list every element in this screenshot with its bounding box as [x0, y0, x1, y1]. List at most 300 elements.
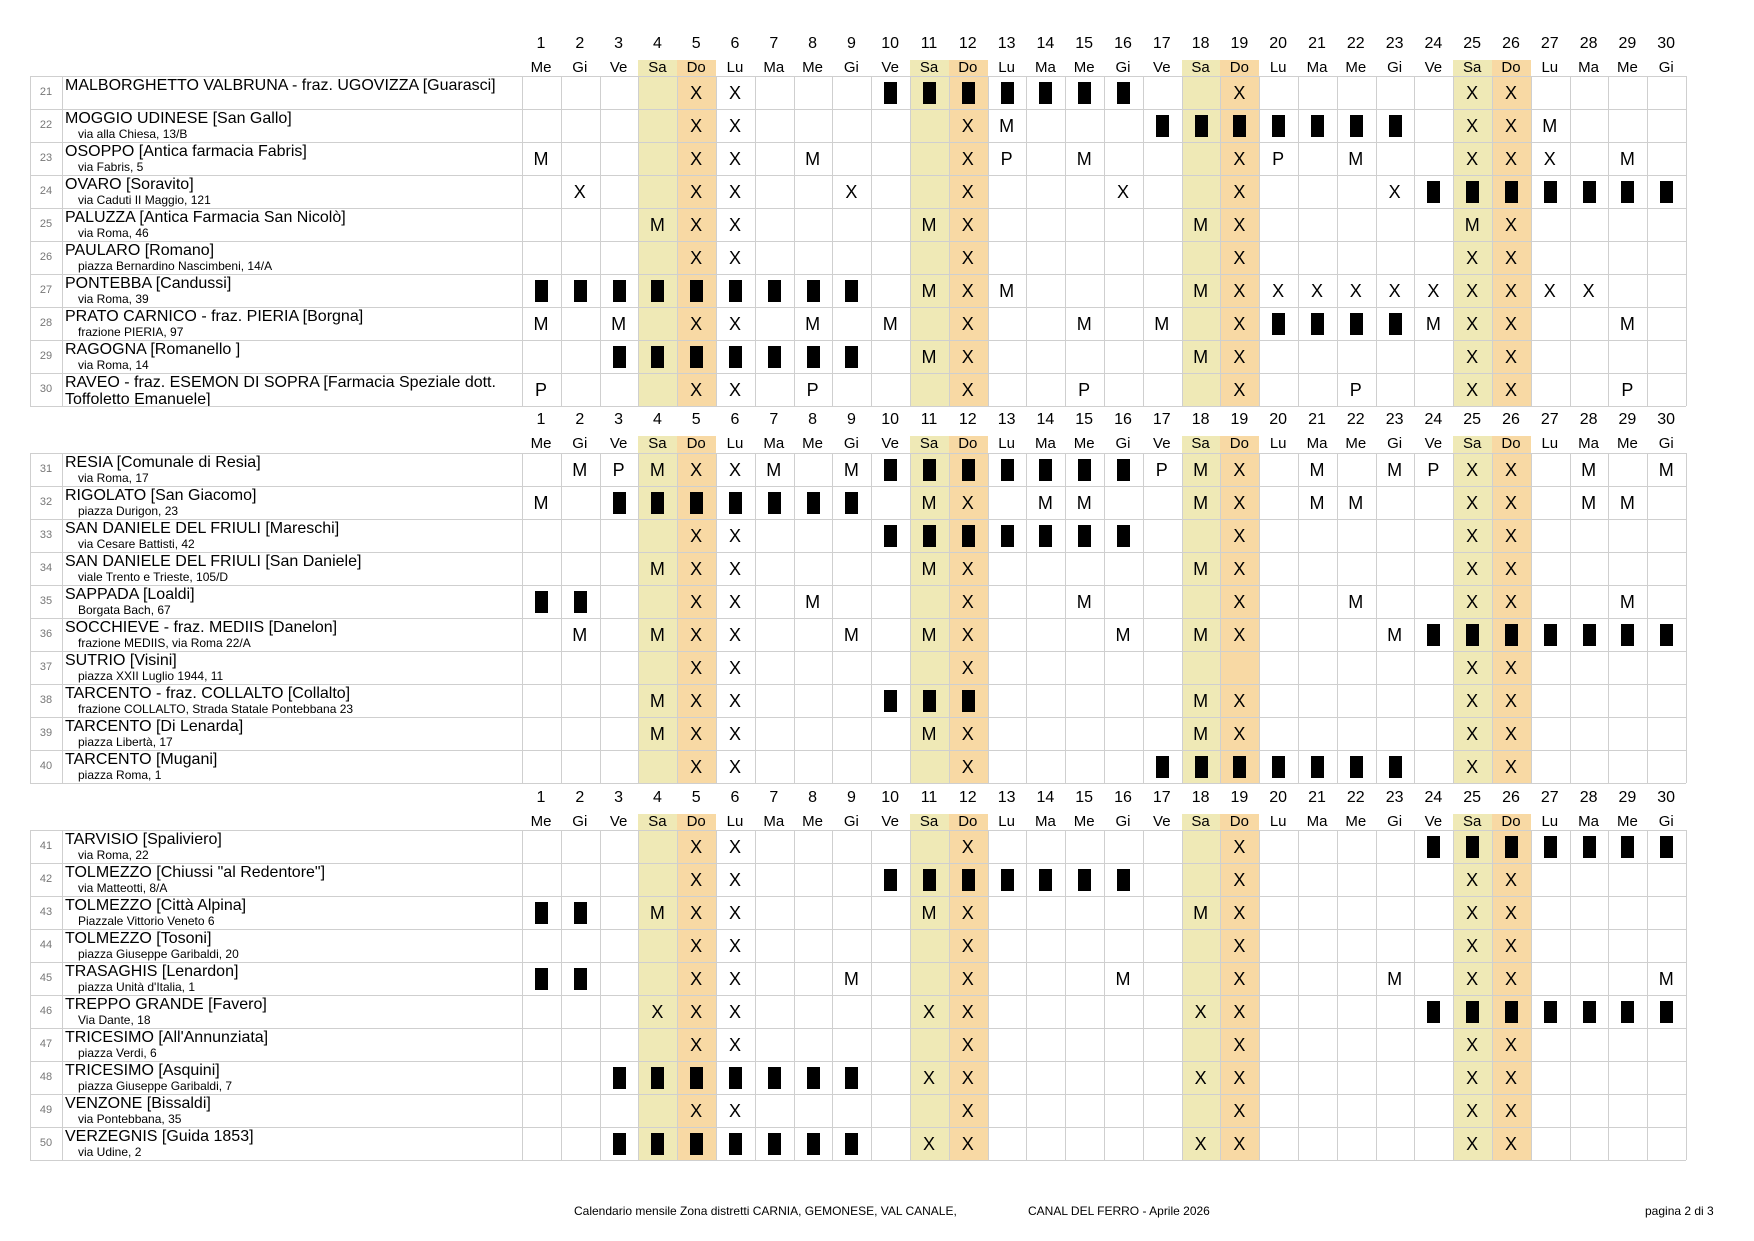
closed-bar [535, 902, 548, 924]
day-name: Ma [763, 435, 785, 452]
shift-code: X [728, 1101, 741, 1121]
shift-code: M [649, 559, 665, 579]
column-divider [1531, 830, 1532, 1160]
shift-code: X [1504, 248, 1517, 268]
row-number: 41 [39, 840, 53, 852]
row-number: 28 [39, 317, 53, 329]
day-number: 9 [846, 35, 856, 52]
column-divider [988, 830, 989, 1160]
day-number: 13 [997, 35, 1016, 52]
pharmacy-address: via Roma, 39 [78, 292, 149, 306]
day-number: 20 [1269, 789, 1288, 806]
column-divider [871, 453, 872, 783]
pharmacy-name: TARCENTO [Di Lenarda] [65, 718, 244, 735]
day-number: 25 [1463, 789, 1482, 806]
day-name: Sa [648, 813, 667, 830]
closed-bar [1039, 82, 1052, 104]
day-name: Ve [881, 435, 899, 452]
shift-code: M [1193, 903, 1209, 923]
pharmacy-name: SOCCHIEVE - fraz. MEDIIS [Danelon] [65, 619, 338, 636]
column-divider [1376, 453, 1377, 783]
shift-code: X [1466, 248, 1479, 268]
shift-code: X [1233, 969, 1246, 989]
shift-code: P [1000, 149, 1013, 169]
day-name: Lu [998, 813, 1015, 830]
column-divider [1143, 76, 1144, 406]
closed-bar [1350, 756, 1363, 778]
column-divider [62, 830, 63, 1160]
day-number: 10 [881, 789, 900, 806]
day-name: Do [1229, 435, 1249, 452]
day-name: Ve [1424, 435, 1443, 452]
column-divider [794, 453, 795, 783]
shift-code: M [649, 625, 665, 645]
column-divider [522, 76, 523, 406]
day-name: Me [1073, 59, 1095, 76]
shift-code: X [1233, 281, 1246, 301]
row-number: 22 [39, 119, 53, 131]
shift-code: X [690, 592, 703, 612]
shift-code: M [1348, 592, 1364, 612]
shift-code: M [572, 460, 588, 480]
shift-code: M [921, 625, 937, 645]
shift-code: M [1348, 493, 1364, 513]
day-number: 15 [1075, 789, 1094, 806]
day-number: 1 [536, 411, 546, 428]
row-divider [30, 1160, 1686, 1161]
day-number: 22 [1346, 35, 1365, 52]
closed-bar [768, 346, 781, 368]
closed-bar [1272, 756, 1285, 778]
column-divider [1608, 76, 1609, 406]
day-number: 20 [1269, 35, 1288, 52]
shift-code: X [1466, 658, 1479, 678]
day-name: Do [1229, 813, 1249, 830]
row-number: 35 [39, 595, 53, 607]
shift-code: M [805, 314, 821, 334]
day-name: Lu [1541, 813, 1559, 830]
closed-bar [651, 346, 664, 368]
day-name: Lu [998, 59, 1015, 76]
shift-code: X [1194, 1134, 1207, 1154]
shift-code: X [961, 493, 974, 513]
shift-code: X [690, 215, 703, 235]
pharmacy-address: via Caduti II Maggio, 121 [78, 193, 211, 207]
shift-code: X [961, 215, 974, 235]
day-number: 3 [614, 411, 624, 428]
shift-code: P [1349, 380, 1362, 400]
shift-code: X [1233, 182, 1246, 202]
shift-code: P [1078, 380, 1091, 400]
closed-bar [1117, 869, 1130, 891]
shift-code: M [766, 460, 782, 480]
column-divider [1647, 76, 1648, 406]
shift-code: X [690, 625, 703, 645]
closed-bar [768, 492, 781, 514]
shift-code: M [1464, 215, 1480, 235]
day-number: 23 [1385, 35, 1404, 52]
closed-bar [574, 280, 587, 302]
footer-title-left: Calendario mensile Zona distretti CARNIA, GEMONESE, VAL CANALE, [574, 1204, 957, 1218]
shift-code: X [961, 116, 974, 136]
day-number: 17 [1152, 35, 1171, 52]
shift-code: X [728, 182, 741, 202]
shift-code: X [1233, 936, 1246, 956]
shift-code: M [1542, 116, 1558, 136]
closed-bar [807, 346, 820, 368]
day-number: 29 [1618, 789, 1637, 806]
pharmacy-address: via Roma, 17 [78, 471, 149, 485]
day-number: 14 [1036, 789, 1055, 806]
shift-code: M [1619, 314, 1635, 334]
shift-code: X [728, 314, 741, 334]
pharmacy-name: TOLMEZZO [Tosoni] [65, 930, 212, 947]
column-divider [1647, 453, 1648, 783]
shift-code: X [961, 1068, 974, 1088]
closed-bar [1039, 525, 1052, 547]
pharmacy-address: piazza Giuseppe Garibaldi, 20 [78, 947, 239, 961]
column-divider [988, 453, 989, 783]
column-divider [1026, 76, 1027, 406]
shift-code: X [961, 936, 974, 956]
shift-code: P [1272, 149, 1285, 169]
day-number: 5 [691, 789, 701, 806]
day-name: Me [530, 435, 552, 452]
pharmacy-name: TOLMEZZO [Città Alpina] [65, 897, 247, 914]
day-name: Ma [1034, 59, 1056, 76]
day-name: Ve [1153, 813, 1171, 830]
shift-code: M [1115, 969, 1131, 989]
closed-bar [690, 492, 703, 514]
shift-code: X [961, 149, 974, 169]
closed-bar [845, 492, 858, 514]
shift-code: X [728, 380, 741, 400]
shift-code: X [1504, 1068, 1517, 1088]
shift-code: X [1233, 493, 1246, 513]
shift-code: X [961, 757, 974, 777]
day-name: Sa [1463, 59, 1482, 76]
shift-code: X [728, 625, 741, 645]
shift-code: M [1309, 460, 1325, 480]
day-number: 30 [1657, 35, 1676, 52]
pharmacy-name: MALBORGHETTO VALBRUNA - fraz. UGOVIZZA [Guarasci] [65, 77, 496, 94]
day-number: 1 [536, 35, 546, 52]
column-divider [638, 76, 639, 406]
shift-code: M [1387, 625, 1403, 645]
day-name: Gi [1387, 59, 1403, 76]
shift-code: X [1233, 724, 1246, 744]
shift-code: M [572, 625, 588, 645]
column-divider [1414, 76, 1415, 406]
day-number: 22 [1346, 789, 1365, 806]
column-divider [1104, 76, 1105, 406]
day-name: Gi [1387, 813, 1403, 830]
shift-code: X [961, 592, 974, 612]
closed-bar [1583, 1001, 1596, 1023]
shift-code: M [1193, 460, 1209, 480]
shift-code: X [1466, 116, 1479, 136]
column-divider [755, 830, 756, 1160]
day-number: 5 [691, 35, 701, 52]
column-divider [1104, 830, 1105, 1160]
closed-bar [729, 1133, 742, 1155]
shift-code: M [1076, 592, 1092, 612]
day-name: Sa [919, 813, 939, 830]
pharmacy-name: RESIA [Comunale di Resia] [65, 454, 261, 471]
day-name: Me [1616, 813, 1638, 830]
day-number: 2 [575, 411, 585, 428]
shift-code: M [1193, 215, 1209, 235]
day-name: Ve [609, 59, 628, 76]
closed-bar [923, 690, 936, 712]
day-name: Ma [1578, 435, 1600, 452]
shift-code: M [1193, 724, 1209, 744]
day-number: 27 [1540, 35, 1559, 52]
closed-bar [1389, 756, 1402, 778]
shift-code: P [1427, 460, 1440, 480]
shift-code: M [921, 724, 937, 744]
column-divider [1065, 830, 1066, 1160]
shift-code: X [1504, 460, 1517, 480]
saturday-column [910, 814, 949, 1160]
day-number: 29 [1618, 35, 1637, 52]
day-number: 28 [1579, 35, 1598, 52]
day-number: 21 [1308, 35, 1326, 52]
shift-code: X [690, 83, 703, 103]
pharmacy-name: TRASAGHIS [Lenardon] [65, 963, 239, 980]
column-divider [794, 76, 795, 406]
shift-code: X [728, 116, 741, 136]
pharmacy-name: TARVISIO [Spaliviero] [65, 831, 222, 848]
day-name: Gi [572, 59, 588, 76]
row-number: 34 [39, 562, 53, 574]
shift-code: X [1504, 559, 1517, 579]
day-number: 15 [1075, 411, 1094, 428]
shift-code: X [728, 903, 741, 923]
column-divider [1570, 830, 1571, 1160]
closed-bar [923, 525, 936, 547]
closed-bar [1078, 869, 1091, 891]
day-number: 13 [997, 411, 1016, 428]
pharmacy-address: piazza Verdi, 6 [78, 1046, 157, 1060]
shift-code: X [728, 936, 741, 956]
shift-code: M [1658, 969, 1674, 989]
shift-code: X [1466, 347, 1479, 367]
closed-bar [1427, 836, 1440, 858]
shift-code: X [728, 215, 741, 235]
shift-code: M [921, 903, 937, 923]
shift-code: M [1619, 493, 1635, 513]
day-name: Lu [1541, 435, 1559, 452]
day-name: Sa [1463, 435, 1482, 452]
shift-code: M [1193, 493, 1209, 513]
day-number: 17 [1152, 789, 1171, 806]
day-name: Ve [881, 813, 899, 830]
shift-code: X [1466, 83, 1479, 103]
shift-code: X [1233, 592, 1246, 612]
pharmacy-name: PRATO CARNICO - fraz. PIERIA [Borgna] [65, 308, 364, 325]
column-divider [638, 830, 639, 1160]
shift-code: X [1233, 559, 1246, 579]
shift-code: X [1504, 969, 1517, 989]
shift-code: X [1466, 724, 1479, 744]
row-number: 49 [39, 1104, 53, 1116]
pharmacy-name: OSOPPO [Antica farmacia Fabris] [65, 143, 307, 160]
closed-bar [1660, 181, 1673, 203]
closed-bar [690, 1133, 703, 1155]
shift-code: X [961, 248, 974, 268]
day-number: 2 [575, 35, 585, 52]
shift-code: M [921, 215, 937, 235]
day-name: Sa [1191, 813, 1210, 830]
pharmacy-name: TREPPO GRANDE [Favero] [65, 996, 267, 1013]
shift-code: X [1504, 1101, 1517, 1121]
shift-code: X [1543, 281, 1556, 301]
shift-code: X [1504, 380, 1517, 400]
row-number: 48 [39, 1071, 53, 1083]
day-number: 17 [1152, 411, 1171, 428]
row-number: 27 [39, 284, 53, 296]
day-number: 26 [1502, 411, 1520, 428]
closed-bar [923, 869, 936, 891]
shift-code: M [649, 215, 665, 235]
closed-bar [1039, 459, 1052, 481]
day-name: Gi [843, 59, 859, 76]
pharmacy-address: piazza Roma, 1 [78, 768, 162, 782]
day-name: Ve [1153, 435, 1171, 452]
closed-bar [962, 690, 975, 712]
shift-code: X [1233, 1101, 1246, 1121]
day-number: 9 [846, 411, 856, 428]
closed-bar [1466, 1001, 1479, 1023]
shift-code: X [1233, 149, 1246, 169]
pharmacy-name: VENZONE [Bissaldi] [65, 1095, 211, 1112]
shift-code: X [1233, 1002, 1246, 1022]
day-number: 6 [730, 35, 740, 52]
closed-bar [1195, 115, 1208, 137]
shift-code: X [1466, 870, 1479, 890]
closed-bar [884, 525, 897, 547]
shift-code: P [806, 380, 819, 400]
pharmacy-address: piazza Libertà, 17 [78, 735, 173, 749]
day-name: Do [686, 813, 706, 830]
day-name: Me [1345, 435, 1367, 452]
closed-bar [574, 968, 587, 990]
day-number: 6 [730, 411, 740, 428]
pharmacy-address: via Pontebbana, 35 [78, 1112, 182, 1126]
shift-code: X [651, 1002, 664, 1022]
closed-bar [1544, 1001, 1557, 1023]
day-number: 16 [1114, 789, 1132, 806]
day-name: Lu [1269, 59, 1287, 76]
day-number: 23 [1385, 411, 1404, 428]
day-name: Gi [1387, 435, 1403, 452]
day-name: Lu [1269, 435, 1287, 452]
closed-bar [1350, 313, 1363, 335]
closed-bar [651, 492, 664, 514]
pharmacy-address: via Roma, 22 [78, 848, 149, 862]
day-name: Do [958, 59, 978, 76]
shift-code: X [728, 149, 741, 169]
shift-code: X [1233, 215, 1246, 235]
shift-code: X [1504, 215, 1517, 235]
closed-bar [884, 459, 897, 481]
closed-bar [1117, 525, 1130, 547]
day-number: 11 [920, 35, 938, 52]
shift-code: M [1387, 460, 1403, 480]
column-divider [1686, 453, 1687, 783]
shift-code: P [1621, 380, 1634, 400]
shift-code: M [999, 281, 1015, 301]
closed-bar [962, 459, 975, 481]
closed-bar [729, 492, 742, 514]
row-number: 21 [39, 86, 53, 98]
shift-code: X [961, 837, 974, 857]
column-divider [561, 453, 562, 783]
shift-code: M [533, 149, 549, 169]
day-name: Me [802, 435, 824, 452]
shift-code: X [1233, 870, 1246, 890]
day-name: Ma [1034, 813, 1056, 830]
day-name: Do [686, 435, 706, 452]
shift-code: X [961, 281, 974, 301]
day-name: Me [1616, 59, 1638, 76]
column-divider [561, 830, 562, 1160]
closed-bar [884, 690, 897, 712]
day-number: 24 [1424, 789, 1443, 806]
shift-code: X [728, 658, 741, 678]
day-name: Sa [648, 435, 667, 452]
day-number: 19 [1230, 411, 1249, 428]
closed-bar [1544, 181, 1557, 203]
row-number: 32 [39, 496, 53, 508]
closed-bar [729, 280, 742, 302]
closed-bar [1078, 459, 1091, 481]
day-number: 14 [1036, 35, 1055, 52]
shift-code: X [690, 969, 703, 989]
closed-bar [1505, 624, 1518, 646]
shift-code: X [690, 691, 703, 711]
day-number: 9 [846, 789, 856, 806]
day-name: Sa [1191, 435, 1210, 452]
day-number: 11 [920, 789, 938, 806]
row-number: 23 [39, 152, 53, 164]
day-name: Gi [572, 435, 588, 452]
day-number: 11 [920, 411, 938, 428]
day-name: Do [1229, 59, 1249, 76]
shift-code: X [1310, 281, 1323, 301]
column-divider [794, 830, 795, 1160]
day-name: Gi [1115, 813, 1131, 830]
shift-code: M [533, 314, 549, 334]
closed-bar [535, 591, 548, 613]
day-name: Ve [609, 813, 628, 830]
closed-bar [1427, 181, 1440, 203]
shift-code: X [728, 837, 741, 857]
day-name: Lu [726, 59, 744, 76]
day-number: 27 [1540, 789, 1559, 806]
pharmacy-address: Borgata Bach, 67 [78, 603, 171, 617]
shift-code: X [1466, 149, 1479, 169]
day-name: Do [1501, 59, 1521, 76]
day-name: Sa [919, 435, 939, 452]
day-number: 19 [1230, 789, 1249, 806]
shift-code: X [728, 526, 741, 546]
closed-bar [651, 280, 664, 302]
closed-bar [1621, 181, 1634, 203]
closed-bar [535, 280, 548, 302]
closed-bar [1660, 1001, 1673, 1023]
